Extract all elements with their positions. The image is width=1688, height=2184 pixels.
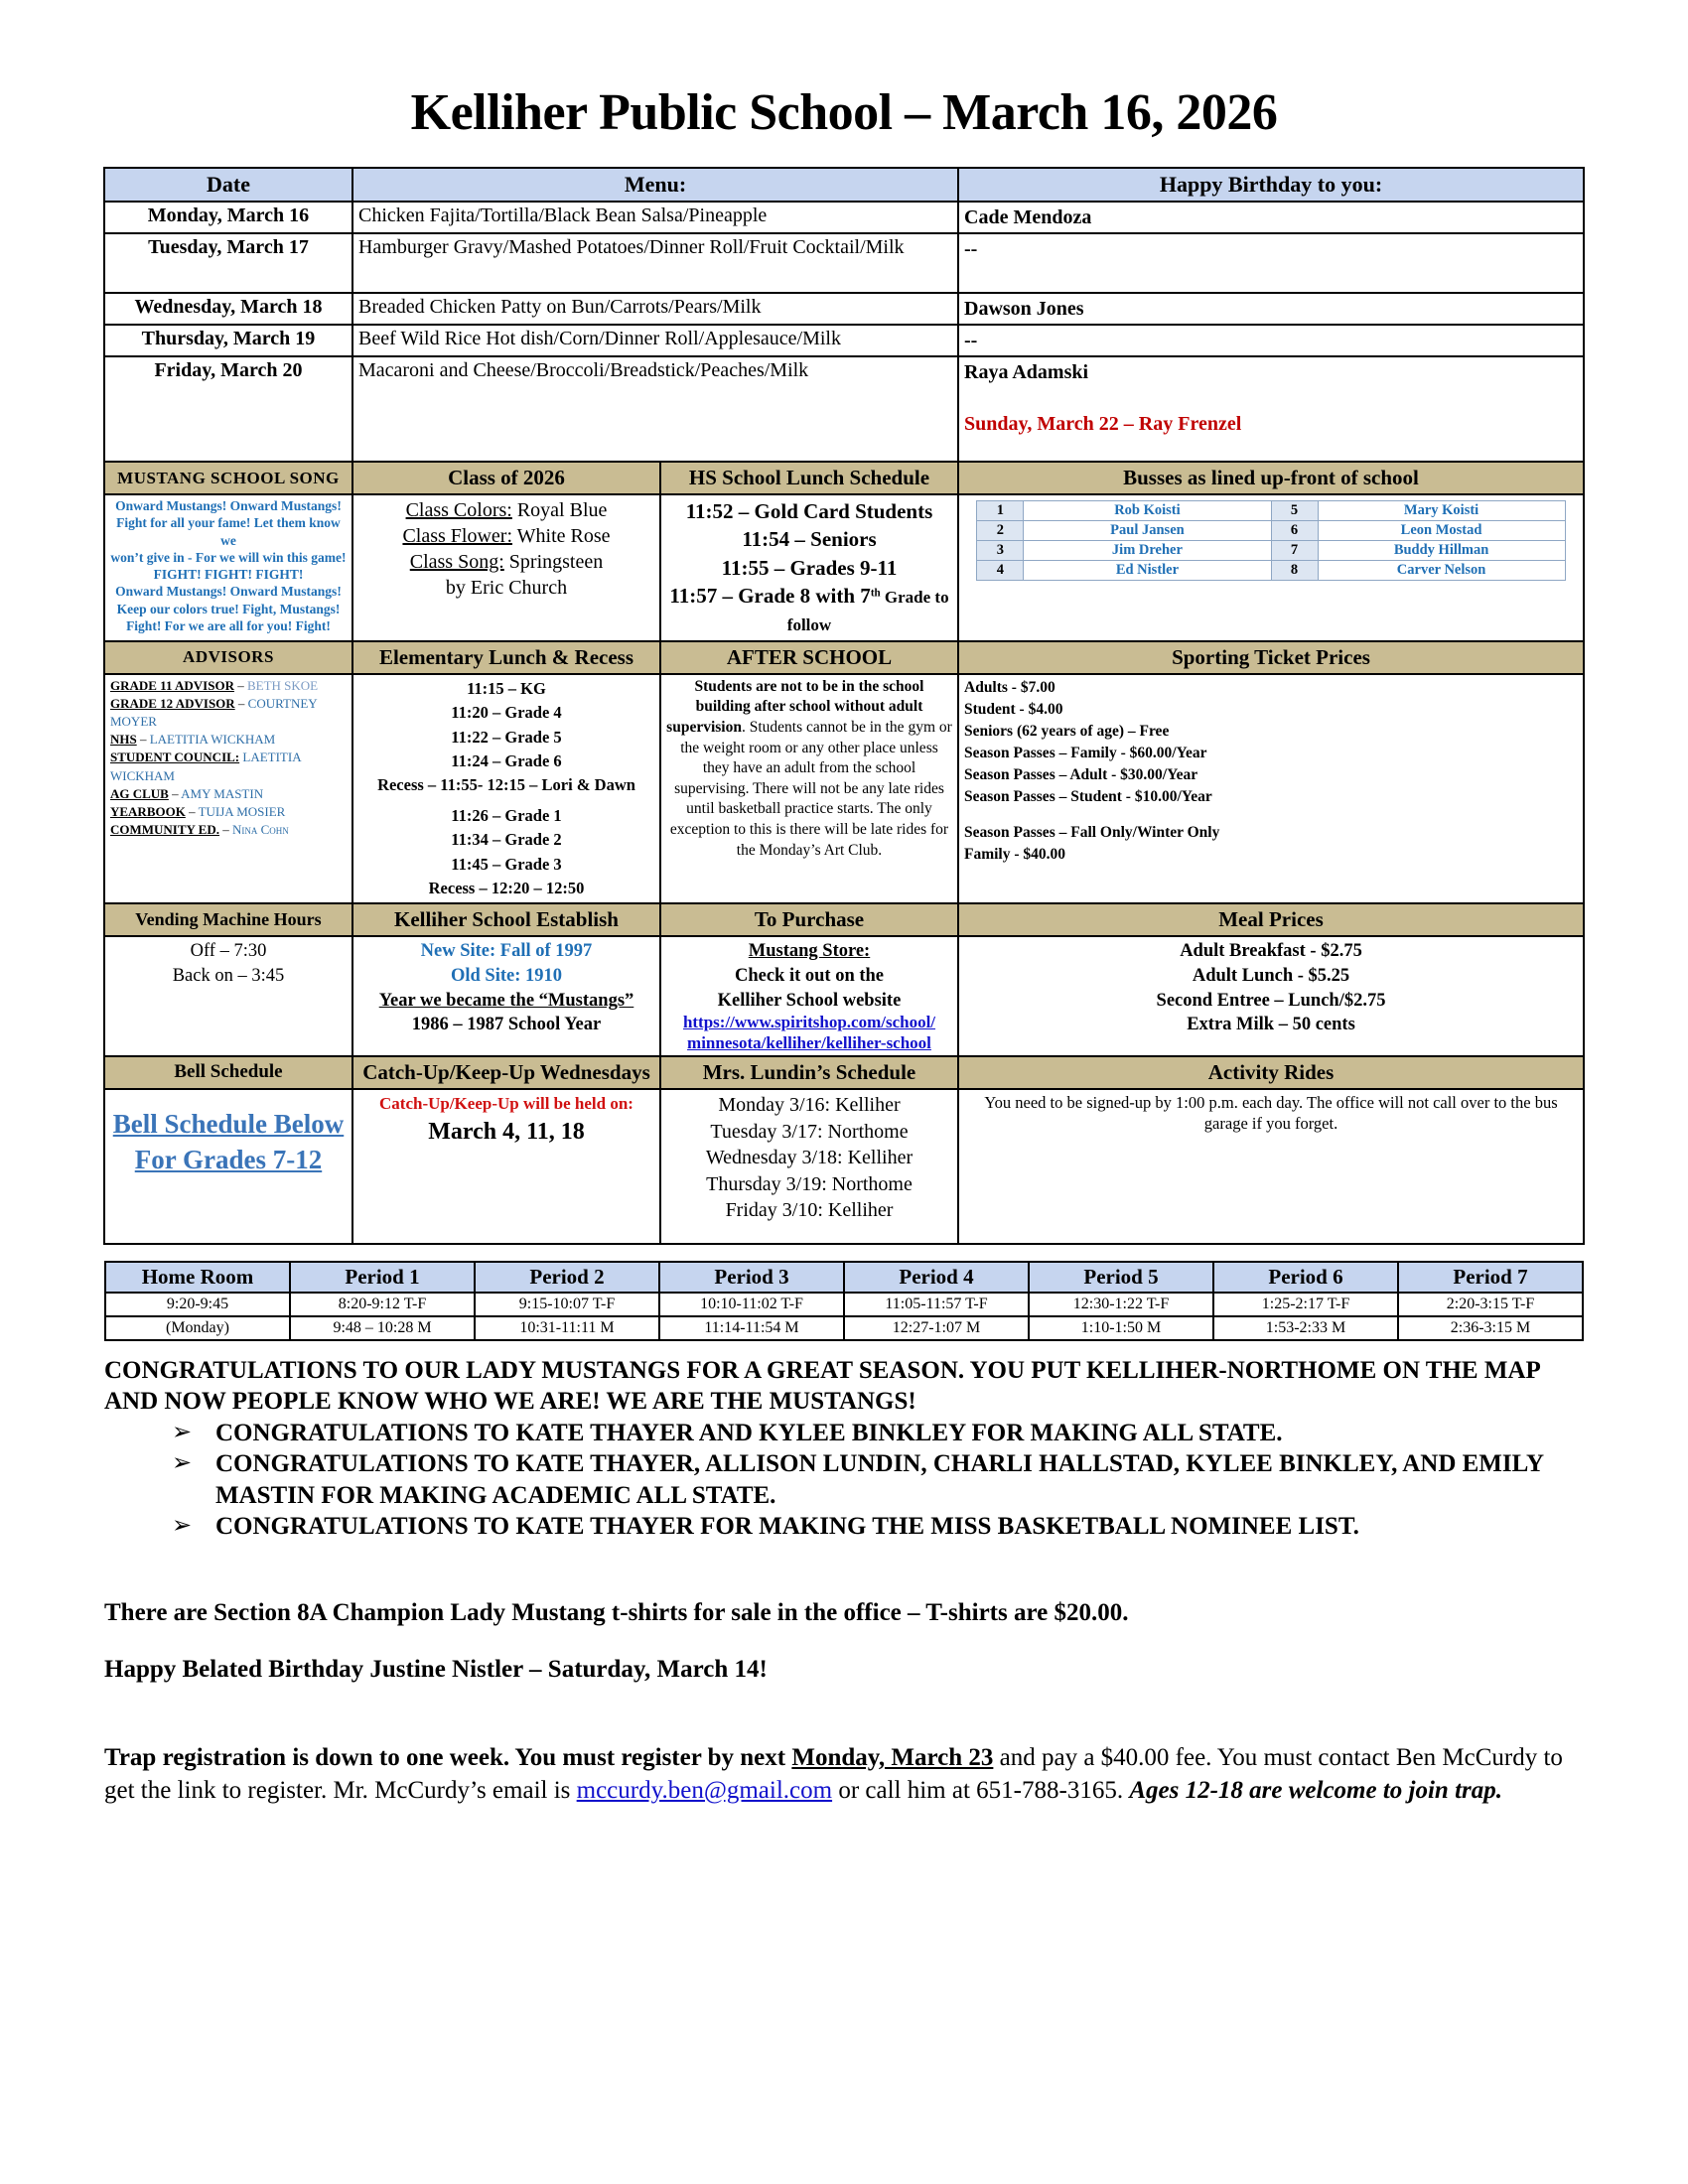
- menu-row-monday: [104, 202, 1584, 233]
- period-time: 2:36-3:15 M: [1398, 1316, 1583, 1340]
- advisor-role: YEARBOOK: [109, 804, 186, 820]
- old-site: Old Site: 1910: [450, 965, 562, 986]
- elem-line: 11:26 – Grade 1: [451, 805, 562, 825]
- announcement-intro: CONGRATULATIONS TO OUR LADY MUSTANGS FOR A GREAT SEASON. YOU PUT KELLIHER-NORTHOME ON THE MAP AND NOW PEOPLE KNOW WHO WE ARE! WE ARE THE MUSTANGS!: [104, 1356, 1540, 1416]
- birthday-name: Cade Mendoza: [958, 202, 1584, 233]
- school-song-lyrics: [104, 494, 352, 641]
- trap-part3: or call him at 651-788-3165.: [832, 1776, 1130, 1804]
- menu-header-row: [104, 168, 1584, 202]
- bus-driver: Mary Koisti: [1318, 501, 1565, 521]
- after-school-bold: Students are not to be in the school building after school without adult supervision: [666, 677, 924, 736]
- mustangs-label: Year we became the “Mustangs”: [378, 990, 634, 1011]
- class-flower-value: White Rose: [516, 525, 611, 547]
- advisor-name: LAETITIA WICKHAM: [109, 750, 301, 783]
- catch-up-info: [352, 1089, 660, 1244]
- song-line: Onward Mustangs! Onward Mustangs!: [115, 584, 342, 600]
- menu-items: Macaroni and Cheese/Broccoli/Breadstick/Peaches/Milk: [352, 356, 958, 462]
- period-time: 12:30-1:22 T-F: [1029, 1293, 1213, 1316]
- menu-items: Chicken Fajita/Tortilla/Black Bean Salsa/Pineapple: [352, 202, 958, 233]
- busses-panel: [958, 494, 1584, 641]
- bus-number: 3: [977, 541, 1024, 561]
- elementary-lunch-schedule: [352, 674, 660, 904]
- header-meal-prices: Meal Prices: [958, 903, 1584, 936]
- birthday-name: --: [958, 233, 1584, 293]
- meal-price-line: Second Entree – Lunch/$2.75: [1156, 990, 1386, 1011]
- trap-registration-announcement: [104, 1741, 1584, 1807]
- song-line: Onward Mustangs! Onward Mustangs!: [115, 498, 342, 513]
- tshirt-announcement: [104, 1597, 1584, 1687]
- header-catch-up: Catch-Up/Keep-Up Wednesdays: [352, 1056, 660, 1089]
- elem-line: 11:20 – Grade 4: [451, 703, 562, 723]
- hs-lunch-line: 11:52 – Gold Card Students: [685, 499, 933, 523]
- birthday-name: Dawson Jones: [958, 293, 1584, 325]
- header-establish: Kelliher School Establish: [352, 903, 660, 936]
- bell-schedule-link[interactable]: [110, 1092, 347, 1178]
- period-time: 9:20-9:45: [105, 1293, 290, 1316]
- trap-part2: and pay a $40.00 fee. You must contact Ben McCurdy to get the link to register. Mr. McCurdy’s email is: [104, 1743, 1563, 1804]
- hs-lunch-schedule: [660, 494, 958, 641]
- period-time: 1:53-2:33 M: [1213, 1316, 1398, 1340]
- vending-line: Off – 7:30: [190, 941, 267, 962]
- header-lundin-schedule: Mrs. Lundin’s Schedule: [660, 1056, 958, 1089]
- price-line: Seniors (62 years of age) – Free: [964, 722, 1170, 740]
- bus-driver: Paul Jansen: [1024, 521, 1271, 541]
- elem-line: 11:45 – Grade 3: [451, 854, 562, 874]
- period-time: (Monday): [105, 1316, 290, 1340]
- mustangs-year: 1986 – 1987 School Year: [411, 1015, 602, 1035]
- header-sporting-prices: Sporting Ticket Prices: [958, 641, 1584, 674]
- menu-items: Hamburger Gravy/Mashed Potatoes/Dinner Roll/Fruit Cocktail/Milk: [352, 233, 958, 293]
- store-line: Check it out on the: [734, 965, 885, 986]
- elem-line: 11:15 – KG: [467, 678, 546, 698]
- menu-date: Tuesday, March 17: [104, 233, 352, 293]
- panel-header-row-3: [104, 903, 1584, 936]
- menu-row-wednesday: [104, 293, 1584, 325]
- class-song-artist: by Eric Church: [445, 577, 568, 599]
- bus-number: 2: [977, 521, 1024, 541]
- panel-header-row-4: [104, 1056, 1584, 1089]
- bus-number: 8: [1271, 561, 1318, 581]
- period-time: 1:25-2:17 T-F: [1213, 1293, 1398, 1316]
- spiritshop-link-cont[interactable]: minnesota/kelliher/kelliher-school: [687, 1032, 931, 1052]
- hs-lunch-line: 11:55 – Grades 9-11: [721, 555, 898, 580]
- panel-header-row-1: [104, 462, 1584, 494]
- panel-body-row-3: [104, 936, 1584, 1056]
- announcement-bullets: [104, 1418, 1584, 1543]
- period-time: 2:20-3:15 T-F: [1398, 1293, 1583, 1316]
- bus-number: 7: [1271, 541, 1318, 561]
- header-activity-rides: Activity Rides: [958, 1056, 1584, 1089]
- panel-body-row-4: [104, 1089, 1584, 1244]
- period-time: 9:48 – 10:28 M: [290, 1316, 475, 1340]
- period-header: Period 1: [290, 1262, 475, 1293]
- after-school-rest: . Students cannot be in the gym or the weight room or any other place unless they have an adult from the school supervising. There will not be any late rides until basketball practice starts. The only exception to this is there will be late rides for the Monday’s Art Club.: [669, 718, 952, 859]
- birthday-extra: Sunday, March 22 – Ray Frenzel: [964, 413, 1242, 435]
- period-time: 10:10-11:02 T-F: [659, 1293, 844, 1316]
- panel-body-row-1: [104, 494, 1584, 641]
- period-header: Home Room: [105, 1262, 290, 1293]
- advisor-role: AG CLUB: [109, 785, 169, 801]
- period-header: Period 4: [844, 1262, 1029, 1293]
- header-elementary-lunch: Elementary Lunch & Recess: [352, 641, 660, 674]
- hs-lunch-line: 11:54 – Seniors: [742, 527, 877, 552]
- price-line: Season Passes – Family - $60.00/Year: [964, 744, 1207, 761]
- period-time: 10:31-11:11 M: [475, 1316, 659, 1340]
- mccurdy-email-link[interactable]: mccurdy.ben@gmail.com: [576, 1776, 833, 1804]
- menu-row-thursday: [104, 325, 1584, 356]
- class-song-value: Springsteen: [508, 551, 604, 573]
- list-item: ➢ CONGRATULATIONS TO KATE THAYER, ALLISON LUNDIN, CHARLI HALLSTAD, KYLEE BINKLEY, AND EMILY MASTIN FOR MAKING ACADEMIC ALL STATE.: [172, 1448, 1584, 1511]
- main-info-table: [103, 167, 1585, 1245]
- activity-rides-text: You need to be signed-up by 1:00 p.m. each day. The office will not call over to the bus garage if you forget.: [958, 1089, 1584, 1244]
- price-line: Season Passes – Student - $10.00/Year: [964, 787, 1212, 805]
- header-after-school: AFTER SCHOOL: [660, 641, 958, 674]
- period-header: Period 5: [1029, 1262, 1213, 1293]
- col-header-birthday: Happy Birthday to you:: [958, 168, 1584, 202]
- bell-schedule-cell: [104, 1089, 352, 1244]
- class-of-2026-info: [352, 494, 660, 641]
- header-class-of: Class of 2026: [352, 462, 660, 494]
- col-header-menu: Menu:: [352, 168, 958, 202]
- birthday-name: --: [958, 325, 1584, 356]
- class-colors-label: Class Colors:: [405, 499, 512, 521]
- header-hs-lunch: HS School Lunch Schedule: [660, 462, 958, 494]
- ordinal-suffix: th: [870, 587, 881, 600]
- period-time: 8:20-9:12 T-F: [290, 1293, 475, 1316]
- spacer: [0, 1711, 1688, 1741]
- period-time: 1:10-1:50 M: [1029, 1316, 1213, 1340]
- to-purchase-info: [660, 936, 958, 1056]
- advisor-name: LAETITIA WICKHAM: [149, 732, 276, 748]
- catch-up-notice: Catch-Up/Keep-Up will be held on:: [379, 1093, 633, 1113]
- spacer: [358, 798, 654, 804]
- header-advisors: ADVISORS: [104, 641, 352, 674]
- period-time: 12:27-1:07 M: [844, 1316, 1029, 1340]
- header-busses: Busses as lined up-front of school: [958, 462, 1584, 494]
- elem-recess-line: Recess – 11:55- 12:15 – Lori & Dawn: [377, 775, 635, 795]
- catch-up-dates: March 4, 11, 18: [428, 1118, 585, 1145]
- period-schedule-table: [104, 1261, 1584, 1341]
- vending-line: Back on – 3:45: [172, 965, 285, 986]
- bus-number: 4: [977, 561, 1024, 581]
- store-line: Kelliher School website: [717, 990, 902, 1011]
- period-time: 11:05-11:57 T-F: [844, 1293, 1029, 1316]
- menu-date: Monday, March 16: [104, 202, 352, 233]
- bus-driver: Buddy Hillman: [1318, 541, 1565, 561]
- period-time: 11:14-11:54 M: [659, 1316, 844, 1340]
- bus-driver: Ed Nistler: [1024, 561, 1271, 581]
- menu-date: Wednesday, March 18: [104, 293, 352, 325]
- table-row: [105, 1293, 1583, 1316]
- advisor-name: TUIJA MOSIER: [198, 804, 286, 820]
- price-line: Season Passes – Adult - $30.00/Year: [964, 765, 1198, 783]
- birthday-name: Raya Adamski: [964, 361, 1089, 383]
- header-to-purchase: To Purchase: [660, 903, 958, 936]
- menu-row-friday: [104, 356, 1584, 462]
- panel-body-row-2: [104, 674, 1584, 904]
- menu-date: Thursday, March 19: [104, 325, 352, 356]
- advisor-role: COMMUNITY ED.: [109, 822, 219, 838]
- spacer: [0, 1543, 1688, 1572]
- period-header: Period 7: [1398, 1262, 1583, 1293]
- spiritshop-link[interactable]: https://www.spiritshop.com/school/: [682, 1013, 936, 1032]
- spacer: [964, 808, 1578, 822]
- price-line: Season Passes – Fall Only/Winter Only: [964, 823, 1220, 841]
- advisor-name: BETH SKOE: [246, 677, 319, 693]
- advisor-role: NHS: [109, 732, 137, 748]
- lundin-line: Monday 3/16: Kelliher: [718, 1093, 901, 1116]
- vending-hours: [104, 936, 352, 1056]
- establish-info: [352, 936, 660, 1056]
- menu-date: Friday, March 20: [104, 356, 352, 462]
- bus-number: 5: [1271, 501, 1318, 521]
- lundin-line: Friday 3/10: Kelliher: [725, 1199, 894, 1222]
- list-item: ➢ CONGRATULATIONS TO KATE THAYER FOR MAKING THE MISS BASKETBALL NOMINEE LIST.: [172, 1511, 1584, 1543]
- header-vending: Vending Machine Hours: [104, 903, 352, 936]
- period-header: Period 2: [475, 1262, 659, 1293]
- panel-header-row-2: [104, 641, 1584, 674]
- period-header: Period 6: [1213, 1262, 1398, 1293]
- table-row: [977, 561, 1565, 581]
- period-header: Period 3: [659, 1262, 844, 1293]
- lundin-schedule-list: [660, 1089, 958, 1244]
- table-row: [977, 501, 1565, 521]
- elem-line: 11:34 – Grade 2: [451, 830, 562, 850]
- lundin-line: Tuesday 3/17: Northome: [710, 1120, 909, 1143]
- bus-driver: Jim Dreher: [1024, 541, 1271, 561]
- menu-items: Breaded Chicken Patty on Bun/Carrots/Pears/Milk: [352, 293, 958, 325]
- header-bell-schedule: Bell Schedule: [104, 1056, 352, 1089]
- bell-link-line1: Bell Schedule Below: [112, 1108, 345, 1139]
- trap-part1: Trap registration is down to one week. You must register by next: [104, 1743, 792, 1771]
- belated-birthday-line: Happy Belated Birthday Justine Nistler – Saturday, March 14!: [104, 1656, 768, 1684]
- advisor-name: Nina Cohn: [232, 822, 289, 838]
- advisors-list: GRADE 11 ADVISOR – BETH SKOE GRADE 12 ADVISOR – COURTNEY MOYER NHS – LAETITIA WICKHAM STUDENT COUNCIL: LAETITIA WICKHAM AG CLUB – AMY MASTIN YEARBOOK – TUIJA MOSIER COMMUNITY ED. – Nina Cohn: [104, 674, 352, 904]
- tshirt-line: There are Section 8A Champion Lady Mustang t-shirts for sale in the office – T-shirts are $20.00.: [104, 1598, 1129, 1626]
- list-item: ➢ CONGRATULATIONS TO KATE THAYER AND KYLEE BINKLEY FOR MAKING ALL STATE.: [172, 1418, 1584, 1449]
- trap-deadline: Monday, March 23: [791, 1743, 994, 1771]
- price-line: Student - $4.00: [964, 700, 1063, 718]
- menu-items: Beef Wild Rice Hot dish/Corn/Dinner Roll/Applesauce/Milk: [352, 325, 958, 356]
- table-row: [977, 541, 1565, 561]
- song-line: Keep our colors true! Fight, Mustangs!: [116, 601, 341, 616]
- bus-driver: Rob Koisti: [1024, 501, 1271, 521]
- bus-driver: Carver Nelson: [1318, 561, 1565, 581]
- meal-price-line: Adult Lunch - $5.25: [1192, 965, 1350, 986]
- advisor-role: GRADE 12 ADVISOR: [109, 695, 235, 711]
- page-title: Kelliher Public School – March 16, 2026: [410, 84, 1278, 141]
- song-line: won’t give in - For we will win this game!: [110, 549, 347, 565]
- class-song-label: Class Song:: [409, 551, 504, 573]
- meal-prices-list: [958, 936, 1584, 1056]
- elem-line: 11:22 – Grade 5: [451, 727, 562, 747]
- song-line: Fight for all your fame! Let them know we: [116, 515, 341, 548]
- trap-ages-note: Ages 12-18 are welcome to join trap.: [1129, 1776, 1502, 1804]
- period-time: 9:15-10:07 T-F: [475, 1293, 659, 1316]
- advisor-name: COURTNEY MOYER: [109, 695, 318, 730]
- menu-row-tuesday: [104, 233, 1584, 293]
- elem-line: 11:24 – Grade 6: [451, 751, 562, 770]
- period-header-row: [105, 1262, 1583, 1293]
- bus-number: 1: [977, 501, 1024, 521]
- lundin-line: Thursday 3/19: Northome: [706, 1172, 913, 1195]
- song-line: Fight! For we are all for you! Fight!: [126, 617, 331, 633]
- lundin-line: Wednesday 3/18: Kelliher: [705, 1147, 914, 1169]
- header-school-song: MUSTANG SCHOOL SONG: [104, 462, 352, 494]
- class-flower-label: Class Flower:: [402, 525, 512, 547]
- store-label: Mustang Store:: [748, 941, 871, 962]
- elem-recess-line: Recess – 12:20 – 12:50: [428, 878, 585, 897]
- class-colors-value: Royal Blue: [516, 499, 608, 521]
- meal-price-line: Extra Milk – 50 cents: [1187, 1015, 1355, 1035]
- bell-link-line2: For Grades 7-12: [134, 1145, 323, 1175]
- price-line: Family - $40.00: [964, 845, 1066, 863]
- busses-table: [976, 500, 1565, 581]
- new-site: New Site: Fall of 1997: [420, 941, 593, 962]
- song-line: FIGHT! FIGHT! FIGHT!: [153, 567, 304, 583]
- bus-driver: Leon Mostad: [1318, 521, 1565, 541]
- col-header-date: Date: [104, 168, 352, 202]
- bus-number: 6: [1271, 521, 1318, 541]
- after-school-policy: [660, 674, 958, 904]
- meal-price-line: Adult Breakfast - $2.75: [1180, 941, 1362, 962]
- price-line: Adults - $7.00: [964, 678, 1055, 696]
- table-row: [105, 1316, 1583, 1340]
- table-row: [977, 521, 1565, 541]
- hs-lunch-line: 11:57 – Grade 8 with 7th Grade to follow: [669, 584, 949, 635]
- advisor-name: AMY MASTIN: [181, 785, 264, 801]
- announcements-section: [104, 1355, 1584, 1543]
- advisor-role: STUDENT COUNCIL:: [109, 750, 240, 765]
- sporting-ticket-prices: [958, 674, 1584, 904]
- advisor-role: GRADE 11 ADVISOR: [109, 677, 234, 693]
- birthday-cell: [958, 356, 1584, 462]
